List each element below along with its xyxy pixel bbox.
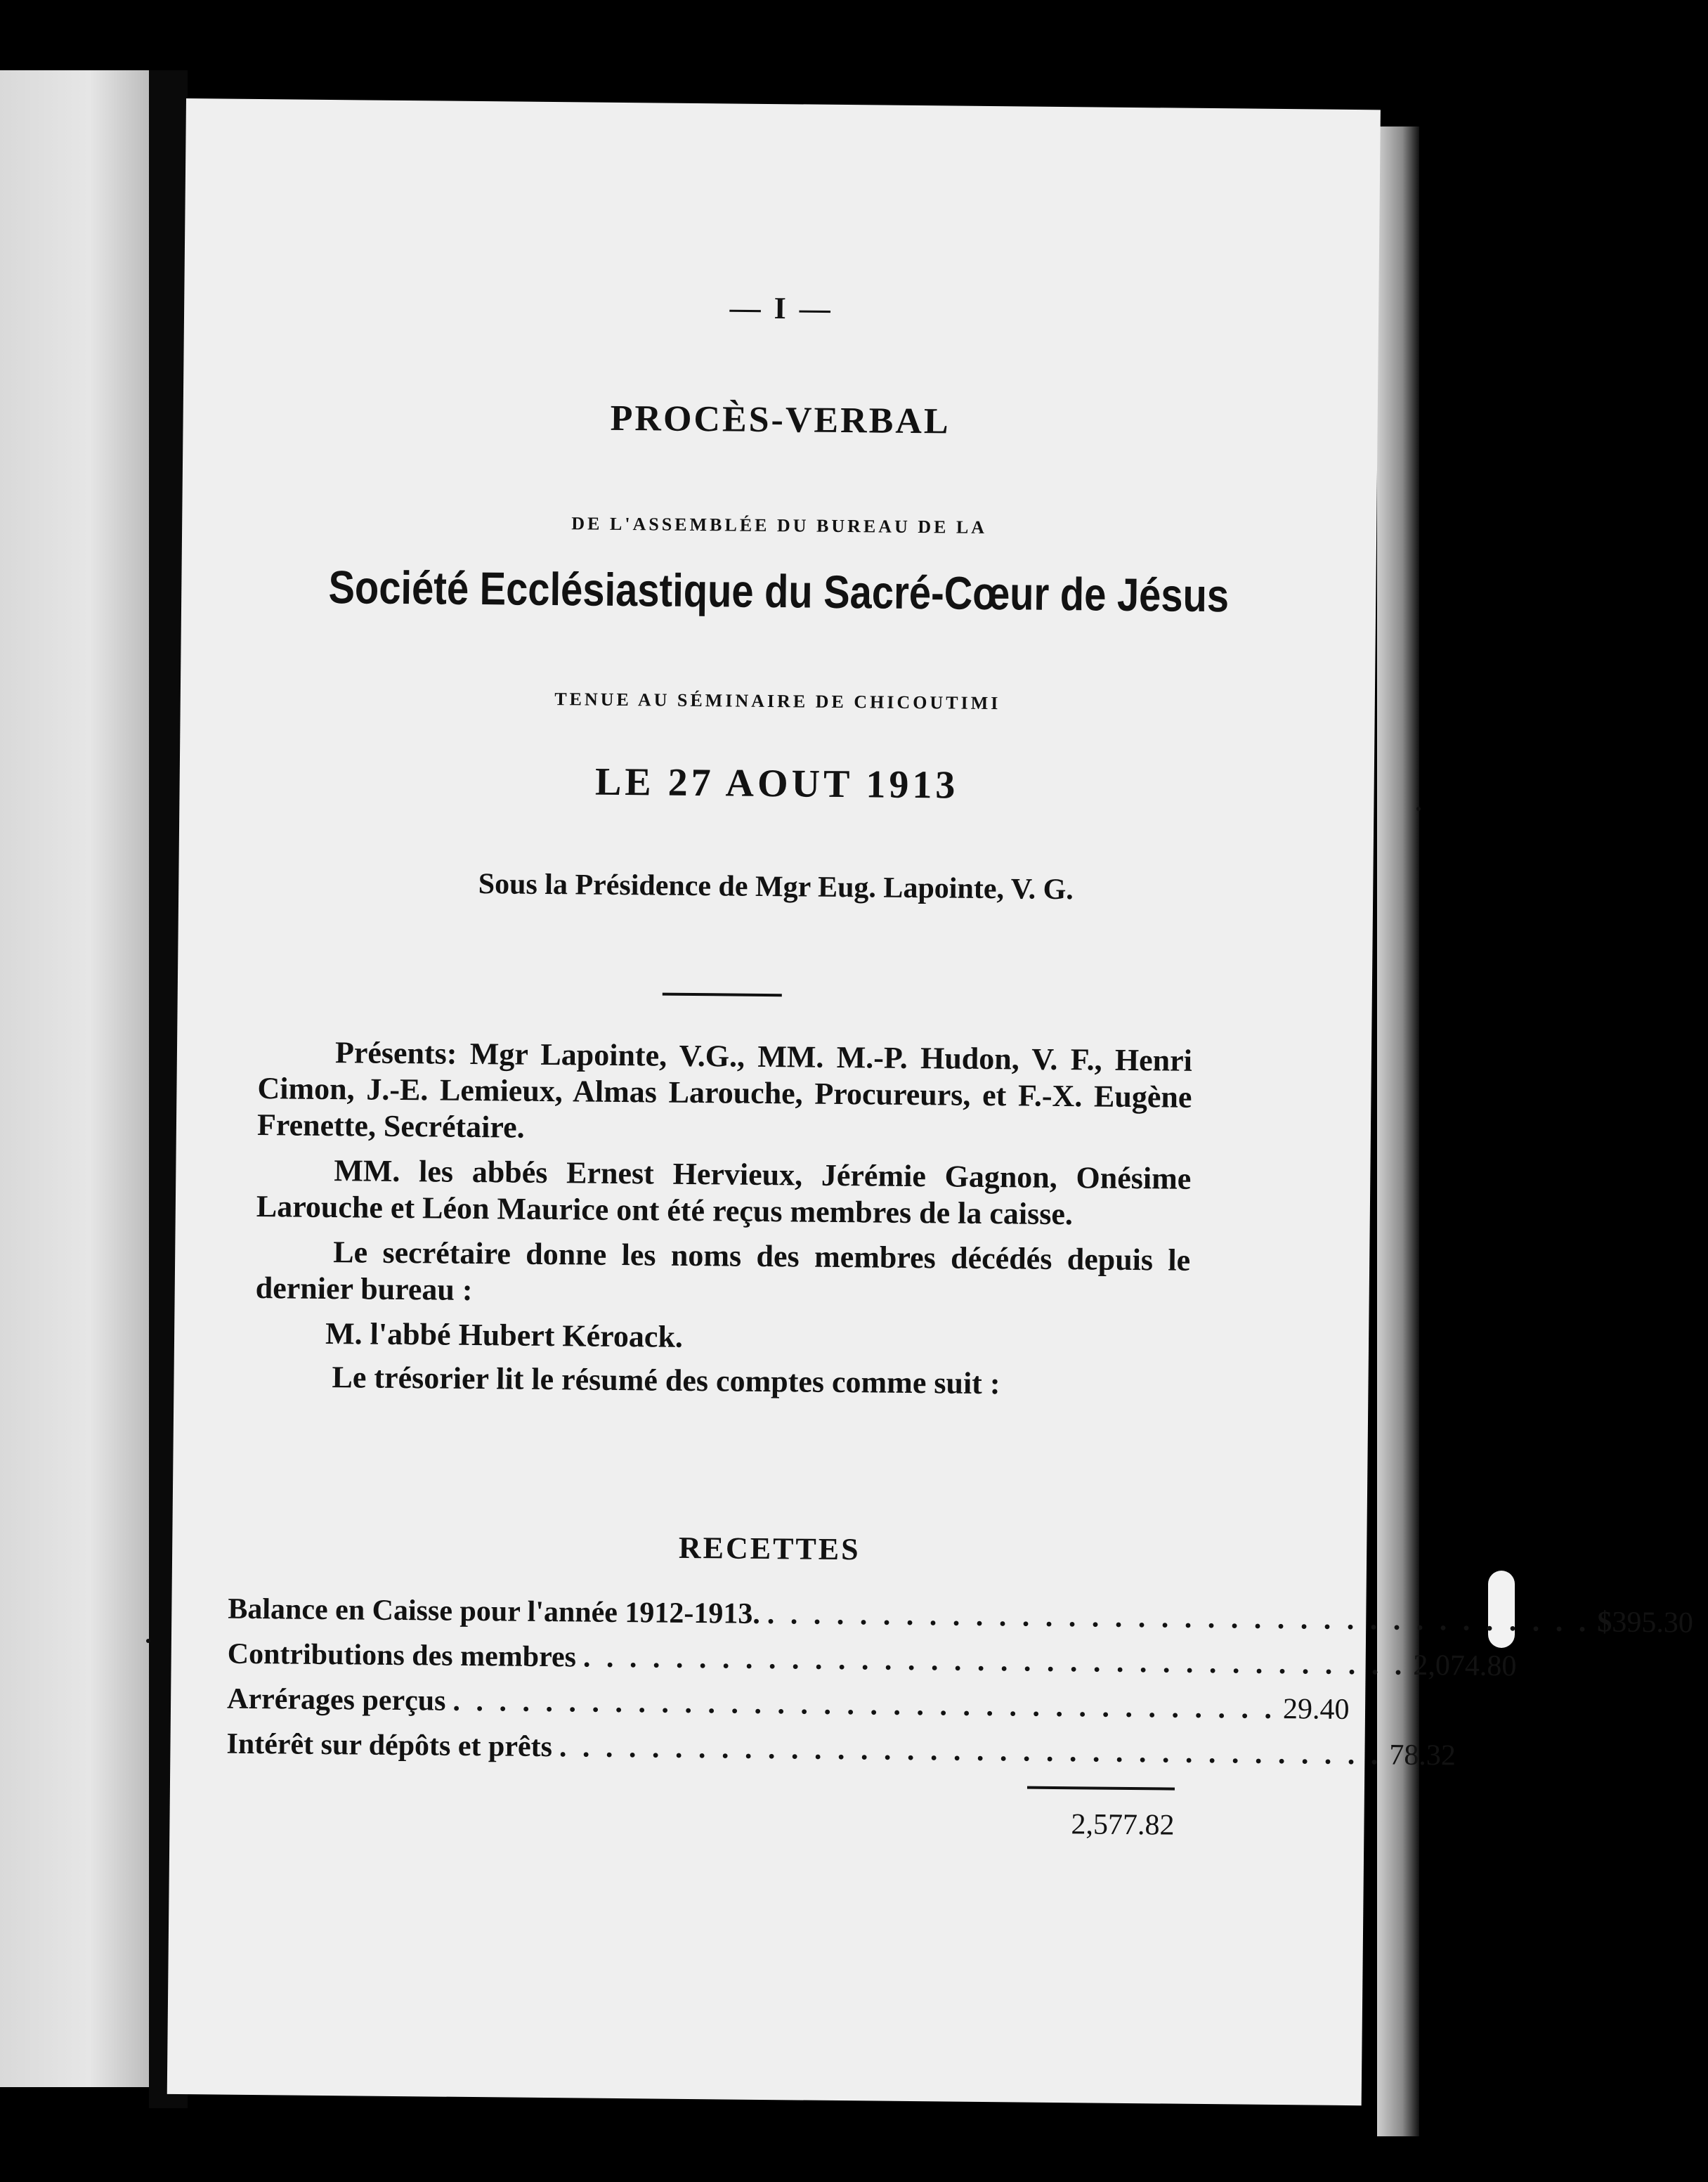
recettes-ledger <box>226 1592 1694 1781</box>
deceased-intro-paragraph: Le secrétaire donne les noms des membres décédés depuis le dernier bureau : <box>255 1235 1191 1307</box>
deceased-member: M. l'abbé Hubert Kéroack. <box>325 1316 684 1354</box>
meeting-date: LE 27 AOUT 1913 <box>594 760 959 807</box>
page-number: — I — <box>729 290 833 326</box>
left-page-edge <box>0 70 149 2087</box>
ledger-label: Balance en Caisse pour l'année 1912-1913. <box>228 1592 761 1630</box>
stray-dot <box>146 1639 150 1643</box>
ledger-label: Contributions des membres <box>227 1637 577 1674</box>
society-name: Société Ecclésiastique du Sacré-Cœur de Jésus <box>328 560 1230 622</box>
recettes-heading: RECETTES <box>678 1530 861 1567</box>
ledger-amount: 78.32 <box>1389 1739 1456 1772</box>
ledger-amount: 2,074.80 <box>1413 1649 1517 1683</box>
document-page <box>167 98 1694 2105</box>
meeting-location: TENUE AU SÉMINAIRE DE CHICOUTIMI <box>554 689 1001 714</box>
new-members-paragraph: MM. les abbés Ernest Hervieux, Jérémie Gagnon, Onésime Larouche et Léon Maurice ont été reçus membres de la caisse. <box>256 1153 1192 1232</box>
leader-dots: . . . . . . . . . . . . . . . . . . . . . . . . . . . . . . . . . . . . <box>582 1641 1407 1682</box>
leader-dots: . . . . . . . . . . . . . . . . . . . . . . . . . . . . . . . . . . . . <box>452 1684 1277 1725</box>
page-edge-shadow <box>1377 126 1419 2136</box>
document-subtitle: DE L'ASSEMBLÉE DU BUREAU DE LA <box>571 513 988 538</box>
stray-dot <box>1416 807 1421 811</box>
ledger-label: Arrérages perçus <box>226 1682 446 1717</box>
minutes-body <box>254 1034 1192 1413</box>
treasurer-paragraph: Le trésorier lit le résumé des comptes comme suit : <box>332 1360 1000 1401</box>
ledger-amount: 395.30 <box>1612 1606 1694 1639</box>
leader-dots: . . . . . . . . . . . . . . . . . . . . . . . . . . . . . . . . . . . . <box>767 1598 1591 1639</box>
section-divider <box>663 993 782 997</box>
leader-dots: . . . . . . . . . . . . . . . . . . . . . . . . . . . . . . . . . . . . <box>559 1731 1383 1772</box>
page-content <box>167 98 1694 2105</box>
total-rule <box>1027 1786 1175 1791</box>
ledger-amount: 29.40 <box>1282 1693 1350 1726</box>
document-title: PROCÈS-VERBAL <box>610 398 951 442</box>
ledger-label: Intérêt sur dépôts et prêts <box>226 1727 553 1764</box>
attendees-paragraph: Présents: Mgr Lapointe, V.G., MM. M.-P. Hudon, V. F., Henri Cimon, J.-E. Lemieux, Almas Larouche, Procureurs, et F.-X. Eugène Frenette, Secrétaire. <box>256 1035 1193 1145</box>
ledger-row <box>226 1727 1456 1781</box>
ledger-total: 2,577.82 <box>1071 1808 1175 1842</box>
presidence-line: Sous la Présidence de Mgr Eug. Lapointe, V. G. <box>478 868 1074 907</box>
ledger-currency: $ <box>1597 1606 1612 1639</box>
